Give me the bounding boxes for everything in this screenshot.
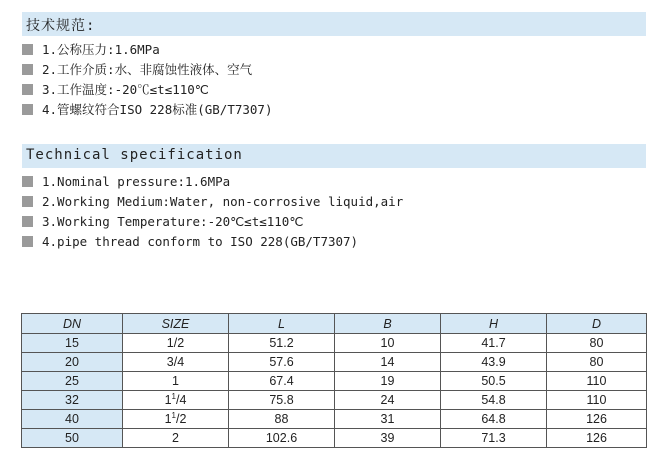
list-item: 4.管螺纹符合ISO 228标准(GB/T7307) [22, 100, 273, 120]
cell-dn: 40 [22, 410, 123, 429]
cell-b: 19 [335, 372, 441, 391]
cell-b: 31 [335, 410, 441, 429]
cell-h: 41.7 [441, 334, 547, 353]
list-item: 3.工作温度:-20℃≤t≤110℃ [22, 80, 273, 100]
cell-size: 1/2 [123, 334, 229, 353]
square-bullet-icon [22, 176, 33, 187]
cell-h: 43.9 [441, 353, 547, 372]
cell-l: 51.2 [229, 334, 335, 353]
table-row [22, 372, 647, 391]
cell-b: 39 [335, 429, 441, 448]
table-row [22, 353, 647, 372]
table-header-row [22, 314, 647, 334]
cell-size: $1^1/4$ [123, 391, 229, 410]
cell-size: $1^1/2$ [123, 410, 229, 429]
cell-dn: 50 [22, 429, 123, 448]
cell-b: 24 [335, 391, 441, 410]
square-bullet-icon [22, 216, 33, 227]
cell-h: 71.3 [441, 429, 547, 448]
cell-d: 126 [547, 410, 647, 429]
cell-h: 64.8 [441, 410, 547, 429]
list-item: 3.Working Temperature:-20℃≤t≤110℃ [22, 212, 403, 232]
cell-l: 67.4 [229, 372, 335, 391]
dimensions-table [21, 313, 647, 448]
cell-size: 1 [123, 372, 229, 391]
en-section-header [22, 144, 646, 168]
table-row [22, 410, 647, 429]
square-bullet-icon [22, 236, 33, 247]
column-header-size: SIZE [123, 314, 229, 334]
column-header-l: L [229, 314, 335, 334]
square-bullet-icon [22, 196, 33, 207]
list-item: 1.Nominal pressure:1.6MPa [22, 172, 403, 192]
square-bullet-icon [22, 104, 33, 115]
table-row [22, 334, 647, 353]
square-bullet-icon [22, 84, 33, 95]
cell-size: 2 [123, 429, 229, 448]
en-section-title: Technical specification [26, 147, 243, 163]
column-header-dn: DN [22, 314, 123, 334]
list-item: 1.公称压力:1.6MPa [22, 40, 273, 60]
column-header-h: H [441, 314, 547, 334]
column-header-d: D [547, 314, 647, 334]
list-item: 4.pipe thread conform to ISO 228(GB/T7307) [22, 232, 403, 252]
table-row [22, 391, 647, 410]
en-spec-list [22, 172, 403, 252]
cell-d: 126 [547, 429, 647, 448]
cell-l: 88 [229, 410, 335, 429]
cell-dn: 15 [22, 334, 123, 353]
list-item: 2.工作介质:水、非腐蚀性液体、空气 [22, 60, 273, 80]
cell-dn: 32 [22, 391, 123, 410]
cell-b: 10 [335, 334, 441, 353]
cell-dn: 20 [22, 353, 123, 372]
cell-l: 57.6 [229, 353, 335, 372]
square-bullet-icon [22, 44, 33, 55]
cell-size: 3/4 [123, 353, 229, 372]
cell-d: 110 [547, 372, 647, 391]
cell-h: 54.8 [441, 391, 547, 410]
cell-l: 102.6 [229, 429, 335, 448]
cell-dn: 25 [22, 372, 123, 391]
cell-d: 110 [547, 391, 647, 410]
cn-spec-list [22, 40, 273, 120]
column-header-b: B [335, 314, 441, 334]
list-item: 2.Working Medium:Water, non-corrosive liquid,air [22, 192, 403, 212]
cn-section-title: 技术规范: [26, 18, 96, 34]
square-bullet-icon [22, 64, 33, 75]
table-row [22, 429, 647, 448]
cell-h: 50.5 [441, 372, 547, 391]
cell-d: 80 [547, 353, 647, 372]
cell-d: 80 [547, 334, 647, 353]
cell-b: 14 [335, 353, 441, 372]
cn-section-header [22, 12, 646, 36]
cell-l: 75.8 [229, 391, 335, 410]
